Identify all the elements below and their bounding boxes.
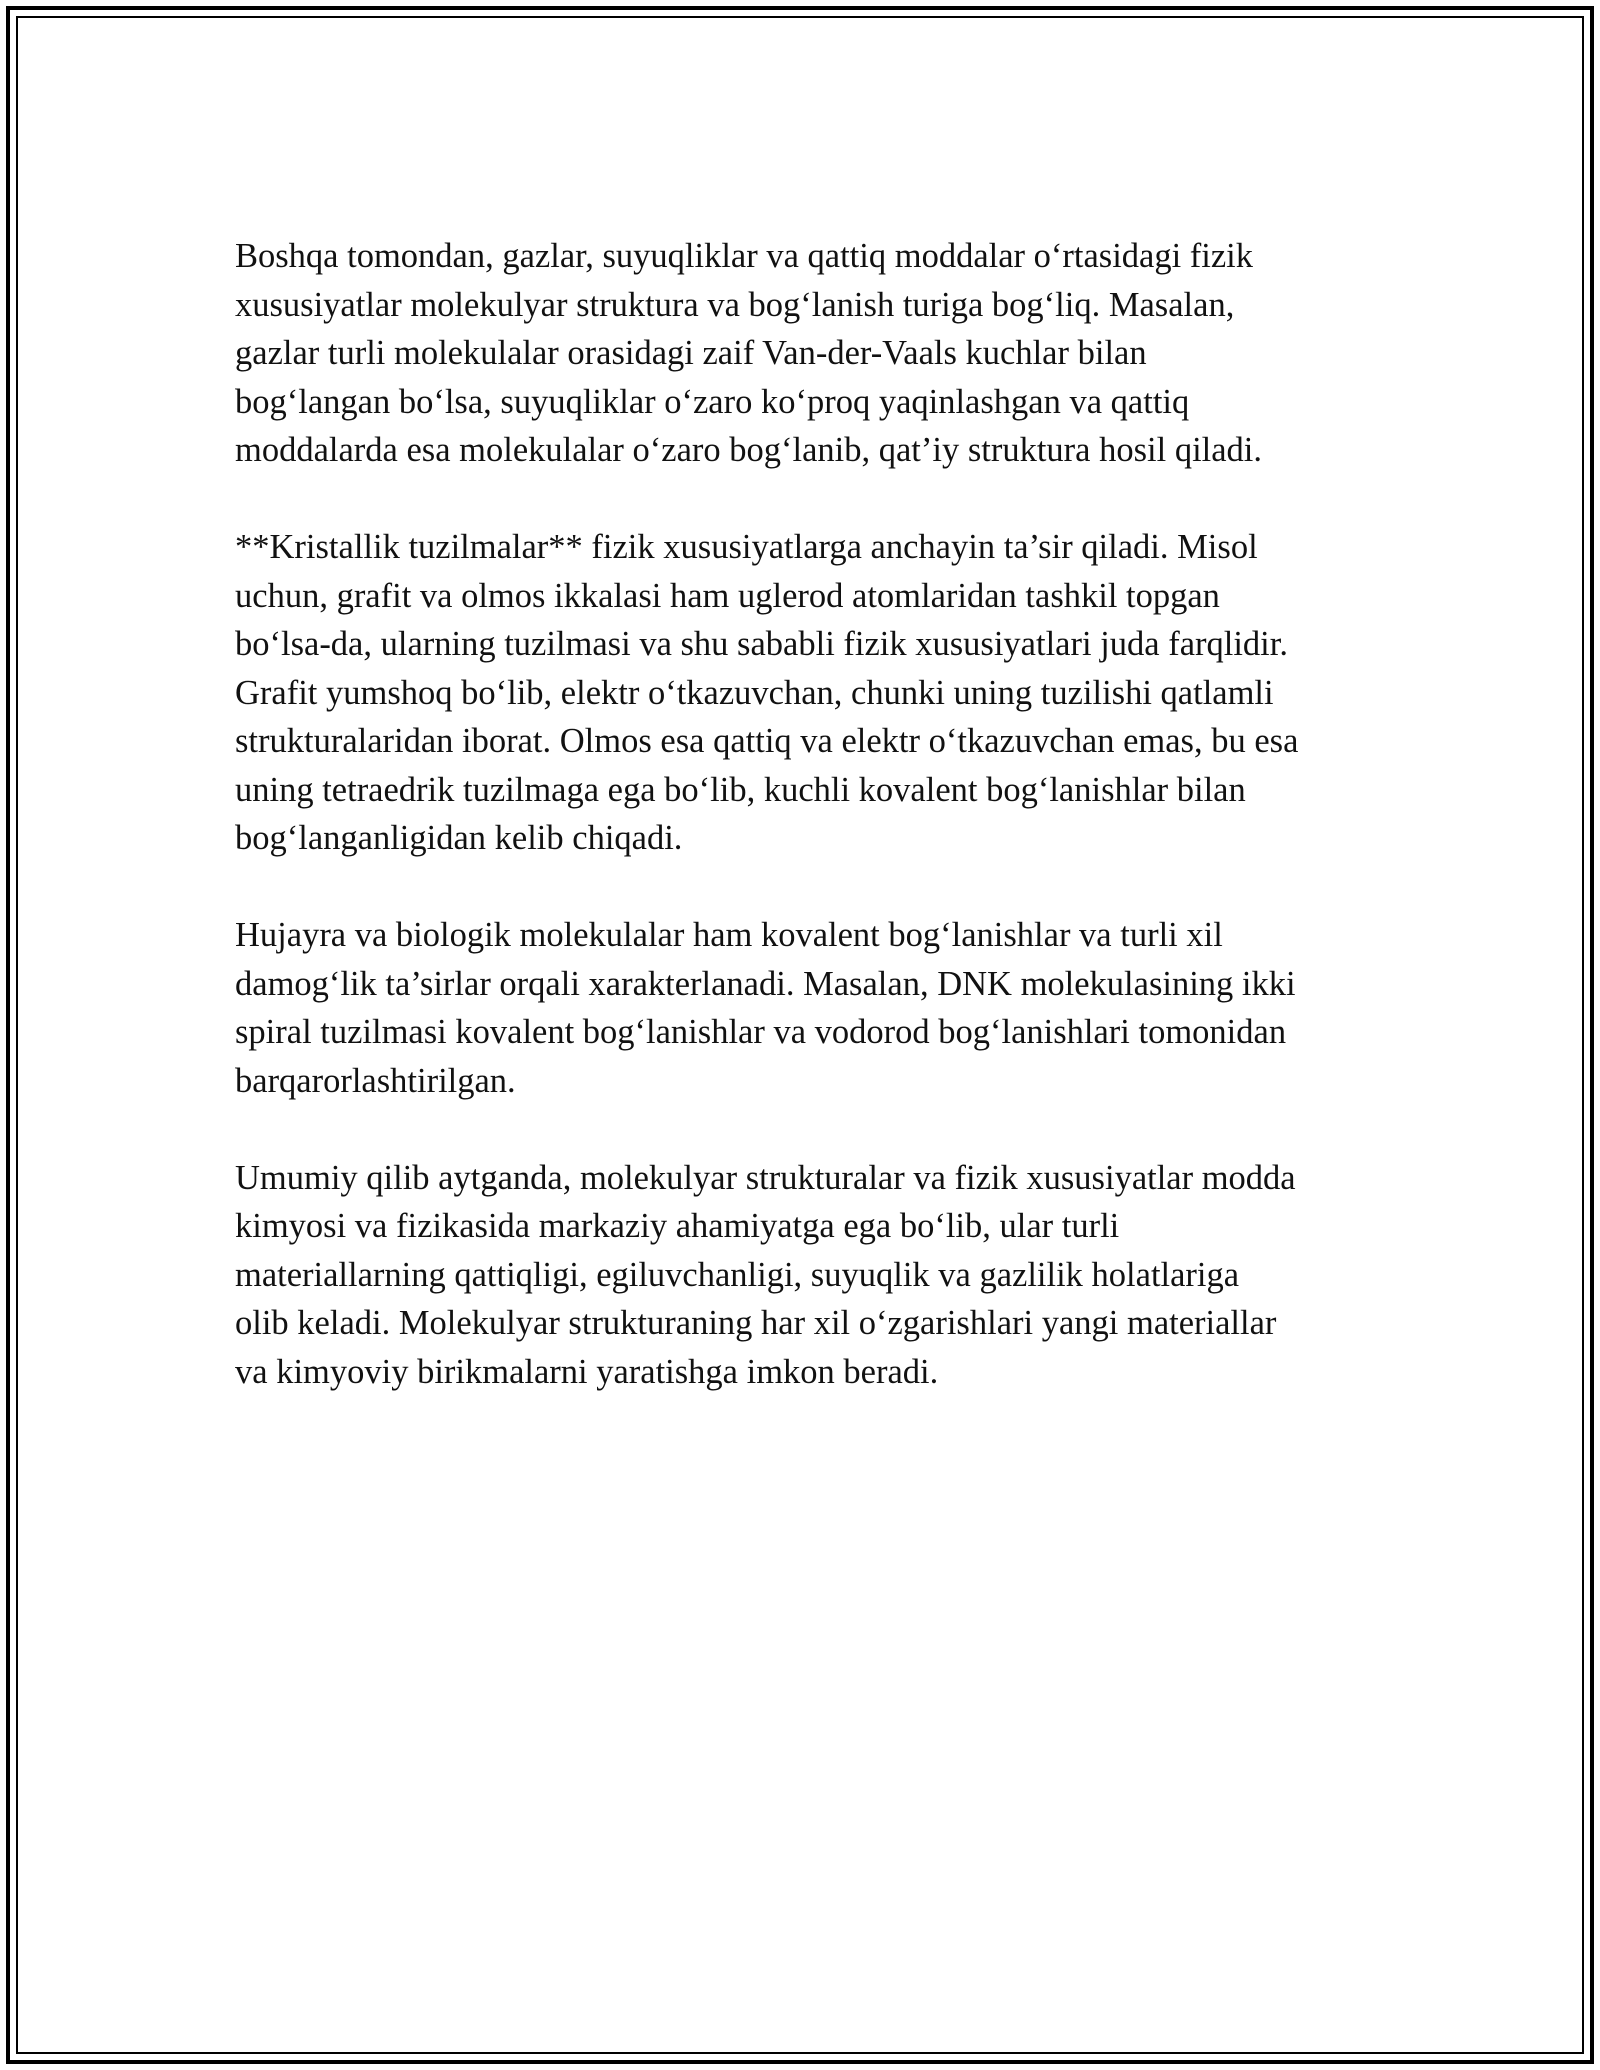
text-line: kimyosi va fizikasida markaziy ahamiyatga ega bo‘lib, ular turli xyxy=(235,1207,1120,1245)
text-line: **Kristallik tuzilmalar** fizik xususiyatlarga anchayin ta’sir qiladi. Misol xyxy=(235,528,1258,566)
text-line: Umumiy qilib aytganda, molekulyar strukturalar va fizik xususiyatlar modda xyxy=(235,1158,1296,1197)
text-line: Boshqa tomondan, gazlar, suyuqliklar va qattiq moddalar o‘rtasidagi fizik xyxy=(235,237,1254,275)
paragraph-conclusion xyxy=(235,1154,1385,1397)
text-line: strukturalaridan iborat. Olmos esa qattiq va elektr o‘tkazuvchan emas, bu esa xyxy=(235,722,1299,760)
text-line: olib keladi. Molekulyar strukturaning har xil o‘zgarishlari yangi materiallar xyxy=(235,1304,1277,1342)
text-line: Hujayra va biologik molekulalar ham kovalent bog‘lanishlar va turli xil xyxy=(235,916,1223,954)
text-line: uning tetraedrik tuzilmaga ega bo‘lib, kuchli kovalent bog‘lanishlar bilan xyxy=(235,770,1246,809)
text-line: spiral tuzilmasi kovalent bog‘lanishlar va vodorod bog‘lanishlari tomonidan xyxy=(235,1013,1287,1051)
text-line: damog‘lik ta’sirlar orqali xarakterlanadi. Masalan, DNK molekulasining ikki xyxy=(235,964,1296,1003)
text-line: va kimyoviy birikmalarni yaratishga imkon beradi. xyxy=(235,1352,939,1391)
paragraph-molecular-bonds xyxy=(235,232,1385,475)
text-line: gazlar turli molekulalar orasidagi zaif Van-der-Vaals kuchlar bilan xyxy=(235,334,1147,372)
document-body xyxy=(235,232,1385,1445)
paragraph-biological-molecules xyxy=(235,911,1385,1105)
paragraph-crystal-structures xyxy=(235,523,1385,863)
text-line: barqarorlashtirilgan. xyxy=(235,1061,516,1100)
text-line: materiallarning qattiqligi, egiluvchanligi, suyuqlik va gazlilik holatlariga xyxy=(235,1255,1240,1294)
text-line: moddalarda esa molekulalar o‘zaro bog‘lanib, qat’iy struktura hosil qiladi. xyxy=(235,431,1263,469)
text-line: bog‘langan bo‘lsa, suyuqliklar o‘zaro ko‘proq yaqinlashgan va qattiq xyxy=(235,382,1190,421)
text-line: xususiyatlar molekulyar struktura va bog‘lanish turiga bog‘liq. Masalan, xyxy=(235,285,1235,324)
text-line: bo‘lsa-da, ularning tuzilmasi va shu sababli fizik xususiyatlari juda farqlidir. xyxy=(235,625,1288,663)
text-line: uchun, grafit va olmos ikkalasi ham uglerod atomlaridan tashkil topgan xyxy=(235,576,1220,615)
text-line: bog‘langanligidan kelib chiqadi. xyxy=(235,819,683,857)
text-line: Grafit yumshoq bo‘lib, elektr o‘tkazuvchan, chunki uning tuzilishi qatlamli xyxy=(235,673,1274,712)
